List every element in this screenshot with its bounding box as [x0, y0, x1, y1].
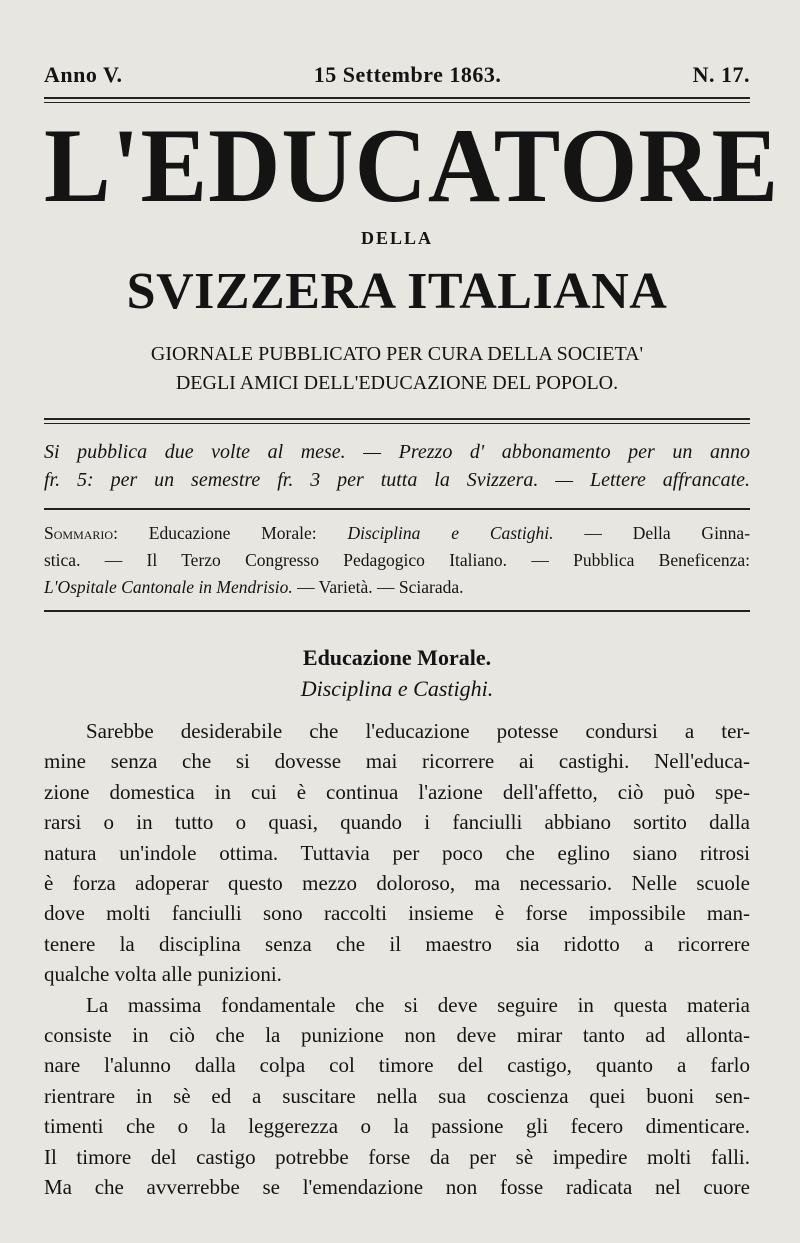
article-line: rarsi o in tutto o quasi, quando i fanciulli abbiano sortito dalla	[44, 810, 750, 835]
sommario-item-1: Educazione Morale:	[148, 523, 317, 543]
issue-date: 15 Settembre 1863.	[313, 62, 502, 87]
sommario-rule-top	[44, 508, 750, 510]
section-subtitle: Disciplina e Castighi.	[300, 676, 494, 701]
header-rule-top	[44, 97, 750, 99]
article-line: timenti che o la leggerezza o la passione gli fecero dimenticare.	[44, 1114, 750, 1139]
article-line: è forza adoperar questo mezzo doloroso, ma necessario. Nelle scuole	[44, 871, 750, 896]
article-line: La massima fondamentale che si deve seguire in questa materia	[86, 992, 750, 1017]
article-line: Sarebbe desiderabile che l'educazione potesse condursi a ter-	[86, 719, 750, 743]
article-line: mine senza che si dovesse mai ricorrere ai castighi. Nell'educa-	[44, 749, 750, 774]
header-rule-bottom	[44, 102, 750, 103]
description-line-2: DEGLI AMICI DELL'EDUCAZIONE DEL POPOLO.	[175, 372, 619, 394]
article-body	[44, 716, 750, 1203]
publication-info	[44, 438, 750, 494]
article-line: nare l'alunno dalla colpa col timore del castigo, quanto a farlo	[44, 1053, 750, 1078]
article-line: Il timore del castigo potrebbe forse da per sè impedire molti falli.	[44, 1144, 750, 1169]
article-line: dove molti fanciulli sono raccolti insieme è forse impossibile man-	[44, 901, 750, 926]
sommario-label: Sommario:	[44, 523, 118, 543]
masthead-description	[44, 340, 750, 398]
issue-year: Anno V.	[44, 62, 123, 87]
sommario	[44, 520, 750, 601]
sommario-line-2: stica. — Il Terzo Congresso Pedagogico Italiano. — Pubblica Beneficenza:	[44, 550, 750, 570]
masthead-della: DELLA	[360, 228, 433, 248]
issue-header	[44, 62, 750, 88]
sommario-line-1	[44, 520, 750, 547]
article-line: rientrare in sè ed a suscitare nella sua coscienza quei buoni sen-	[44, 1083, 750, 1108]
publication-line-2: fr. 5: per un semestre fr. 3 per tutta la Svizzera. — Lettere affrancate.	[44, 469, 750, 491]
sommario-rule-bottom	[44, 610, 750, 612]
article-line: qualche volta alle punizioni.	[44, 962, 282, 987]
article-line: consiste in ciò che la punizione non deve mirar tanto ad allonta-	[44, 1023, 750, 1048]
sommario-item-2-start: — Della Ginna-	[584, 523, 751, 543]
sommario-item-rest: — Varietà. — Sciarada.	[297, 577, 464, 597]
section-title: Educazione Morale.	[302, 645, 492, 670]
pub-rule-top-1	[44, 418, 750, 420]
description-line-1: GIORNALE PUBBLICATO PER CURA DELLA SOCIETA'	[150, 343, 644, 365]
masthead-title: L'EDUCATORE	[44, 106, 780, 225]
article-line: natura un'indole ottima. Tuttavia per poco che eglino siano ritrosi	[44, 840, 750, 865]
sommario-item-ospitale: L'Ospitale Cantonale in Mendrisio.	[44, 577, 293, 597]
article-line: zione domestica in cui è continua l'azione dell'affetto, ciò può spe-	[44, 779, 750, 804]
article-line: tenere la disciplina senza che il maestro sia ridotto a ricorrere	[44, 931, 750, 956]
masthead-subtitle: SVIZZERA ITALIANA	[126, 263, 668, 320]
publication-line-1: Si pubblica due volte al mese. — Prezzo d' abbonamento per un anno	[44, 441, 750, 463]
article-line: Ma che avverrebbe se l'emendazione non fosse radicata nel cuore	[44, 1175, 750, 1200]
sommario-item-1-title: Disciplina e Castighi.	[347, 523, 554, 543]
issue-number: N. 17.	[692, 62, 750, 87]
pub-rule-top-2	[44, 423, 750, 424]
sommario-line-3	[44, 574, 750, 601]
